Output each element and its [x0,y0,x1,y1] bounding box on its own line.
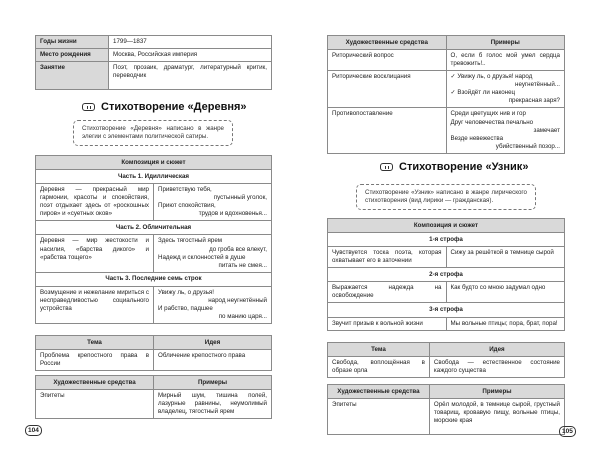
devices-table [35,375,272,419]
theme-idea-table [327,342,565,378]
device-name: Риторический вопрос [328,50,447,71]
part-description: Деревня — мир жестокости и насилия, «барства дикого» и «рабства тощего» [36,235,154,272]
bio-label: Занятие [36,62,109,90]
book-icon [82,103,95,111]
stanza-title: 1-я строфа [328,233,565,247]
examples-header: Примеры [446,36,565,50]
table-row [36,390,272,419]
theme-value: Свобода, воплощённая в образе орла [328,357,430,378]
stanza-description: Чувствуется тоска поэта, которая охватывает его в заточении [328,247,447,268]
device-example: Мирный шум, тишина полей, лазурные равнины, неумолимый владелец, тягостный ярем [154,390,272,419]
theme-header: Тема [328,343,430,357]
composition-header: Композиция и сюжет [328,219,565,233]
part-title: Часть 3. Последние семь строк [36,272,272,286]
table-row [328,399,565,435]
stanza-description: Выражается надежда на освобождение [328,282,447,303]
composition-header: Композиция и сюжет [36,156,272,170]
section-title: Стихотворение «Деревня» [101,101,247,113]
section-title: Стихотворение «Узник» [399,161,529,173]
table-row [328,357,565,378]
bio-label: Место рождения [36,49,109,62]
table-row [328,50,565,71]
stanza-title: 2-я строфа [328,268,565,282]
part-quote: Приветствую тебя, пустынный уголок, Приют спокойствия, трудов и вдохновенья... [154,184,272,221]
theme-value: Проблема крепостного права в России [36,350,154,371]
theme-idea-table [35,335,272,371]
part-quote: Здесь тягостный ярем до гроба все влекут, Надежд и склонностей в душе питать не смея... [154,235,272,272]
stanza-description: Звучит призыв к вольной жизни [328,317,447,330]
genre-note: Стихотворение «Деревня» написано в жанре элегии с элементами политической сатиры. [73,120,233,146]
table-row [36,62,272,90]
book-icon [380,163,393,171]
device-example: Среди цветущих нив и гор Друг человечества печально замечает Везде невежества убийственный позор... [446,108,565,153]
idea-header: Идея [429,343,564,357]
examples-header: Примеры [429,385,564,399]
part-description: Возмущение и нежелание мириться с несправедливостью социального устройства [36,286,154,323]
section-heading [82,100,247,114]
page-number: 105 [559,426,576,437]
theme-header: Тема [36,336,154,350]
table-row [328,317,565,330]
table-row [328,71,565,108]
table-row [36,286,272,323]
table-row [36,235,272,272]
examples-header: Примеры [154,376,272,390]
device-name: Риторические восклицания [328,71,447,108]
idea-value: Обличение крепостного права [154,350,272,371]
bio-value: Москва, Российская империя [109,49,272,62]
device-name: Эпитеты [36,390,154,419]
page-number: 104 [25,425,42,436]
devices-header: Художественные средства [36,376,154,390]
genre-note: Стихотворение «Узник» написано в жанре лирического стихотворения (вид лирики — гражданская). [356,184,536,210]
device-example: О, если б голос мой умел сердца тревожить!.. [446,50,565,71]
devices-table [327,35,565,154]
idea-value: Свобода — естественное состояние каждого существа [429,357,564,378]
table-row [328,282,565,303]
bio-value: 1799—1837 [109,36,272,49]
part-quote: Увижу ль, о друзья! народ неугнетённый И рабство, падшее по манию царя... [154,286,272,323]
table-row [328,108,565,153]
bio-value: Поэт, прозаик, драматург, литературный критик, переводчик [109,62,272,90]
right-page [300,0,600,465]
devices-header: Художественные средства [328,385,430,399]
devices-table-2 [327,384,565,435]
part-description: Деревня — прекрасный мир гармонии, красоты и спокойствия, поэт отдыхает здесь от «роскошных пиров» и «суетных оков» [36,184,154,221]
table-row [36,350,272,371]
section-heading [380,160,528,174]
composition-table [35,155,272,324]
device-example: ✓ Увижу ль, о друзья! народ неугнетённый... ✓ Взойдёт ли наконец прекрасная заря? [446,71,565,108]
table-row [36,36,272,49]
device-name: Противопоставление [328,108,447,153]
device-example: Орёл молодой, в темнице сырой, грустный товарищ, кровавую пищу, вольные птицы, морские края [429,399,564,435]
part-title: Часть 2. Обличительная [36,221,272,235]
table-row [36,184,272,221]
bio-label: Годы жизни [36,36,109,49]
author-bio-table [35,35,272,90]
stanza-title: 3-я строфа [328,303,565,317]
device-name: Эпитеты [328,399,430,435]
part-title: Часть 1. Идиллическая [36,170,272,184]
stanza-quote: Сижу за решёткой в темнице сырой [446,247,565,268]
composition-table [327,218,565,331]
idea-header: Идея [154,336,272,350]
stanza-quote: Как будто со мною задумал одно [446,282,565,303]
table-row [328,247,565,268]
stanza-quote: Мы вольные птицы; пора, брат, пора! [446,317,565,330]
table-row [36,49,272,62]
devices-header: Художественные средства [328,36,447,50]
